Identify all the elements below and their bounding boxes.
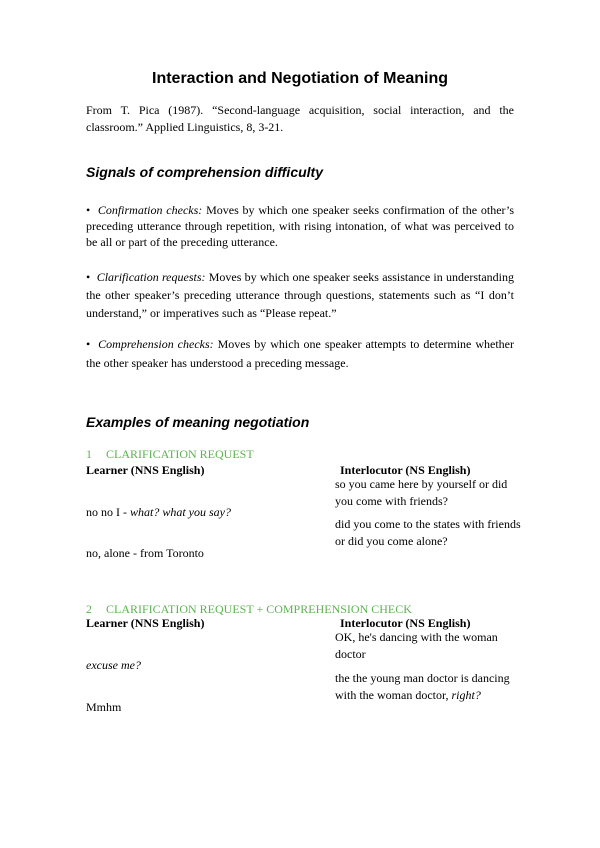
section-heading-signals: Signals of comprehension difficulty xyxy=(86,164,323,180)
citation: From T. Pica (1987). “Second-language acquisition, social interaction, and the classroom.” Applied Linguistics, 8, 3-21. xyxy=(86,103,514,134)
example-number: 2 xyxy=(86,602,92,616)
example-1-nns-turn-2: no, alone - from Toronto xyxy=(86,546,204,560)
example-1-nns-turn-1 xyxy=(86,504,231,521)
bullet-marker: • xyxy=(86,203,91,217)
bullet-marker: • xyxy=(86,270,91,284)
bullet-comprehension-checks xyxy=(86,335,514,373)
example-number: 1 xyxy=(86,447,92,461)
turn-text: the the young man doctor is dancing with the woman doctor, xyxy=(335,671,510,702)
interlocutor-column-header: Interlocutor (NS English) xyxy=(340,463,471,477)
learner-column-header: Learner (NNS English) xyxy=(86,463,205,477)
bullet-marker: • xyxy=(86,337,91,351)
example-2-ns-turn-1: OK, he's dancing with the woman doctor xyxy=(335,630,498,661)
learner-column-header: Learner (NNS English) xyxy=(86,616,205,630)
bullet-clarification-requests xyxy=(86,268,514,322)
bullet-text: Moves by which one speaker seeks confirmation of the other’s preceding utterance through repetition, with rising intonation, of what was perceived to be all or part of the preceding utterance. xyxy=(86,203,515,249)
bullet-text: Moves by which one speaker attempts to determine whether the other speaker has understood a preceding message. xyxy=(86,337,515,370)
page-title: Interaction and Negotiation of Meaning xyxy=(152,70,448,87)
section-heading-examples: Examples of meaning negotiation xyxy=(86,414,310,430)
example-2-ns-turn-2 xyxy=(335,670,521,704)
interlocutor-column-header: Interlocutor (NS English) xyxy=(340,616,471,630)
example-label: CLARIFICATION REQUEST xyxy=(106,447,254,461)
example-1-ns-turn-2: did you come to the states with friends or did you come alone? xyxy=(335,517,521,548)
bullet-term: Clarification requests: xyxy=(96,270,206,284)
example-1-heading xyxy=(86,446,254,463)
example-2-nns-turn-2: Mmhm xyxy=(86,700,122,714)
bullet-term: Confirmation checks: xyxy=(97,203,203,217)
bullet-confirmation-checks xyxy=(86,202,514,250)
bullet-text: Moves by which one speaker seeks assistance in understanding the other speaker’s preceding utterance through questions, statements such as “I don’t understand,” or imperatives such as “Please repeat.” xyxy=(86,270,515,320)
turn-text: no no I - xyxy=(86,505,130,519)
example-label: CLARIFICATION REQUEST + COMPREHENSION CHECK xyxy=(106,602,412,616)
turn-text-italic: what? what you say? xyxy=(130,505,231,519)
example-1-ns-turn-1: so you came here by yourself or did you come with friends? xyxy=(335,477,508,508)
bullet-term: Comprehension checks: xyxy=(98,337,214,351)
example-2-nns-turn-1: excuse me? xyxy=(86,658,141,672)
turn-text-italic: right? xyxy=(451,688,481,702)
